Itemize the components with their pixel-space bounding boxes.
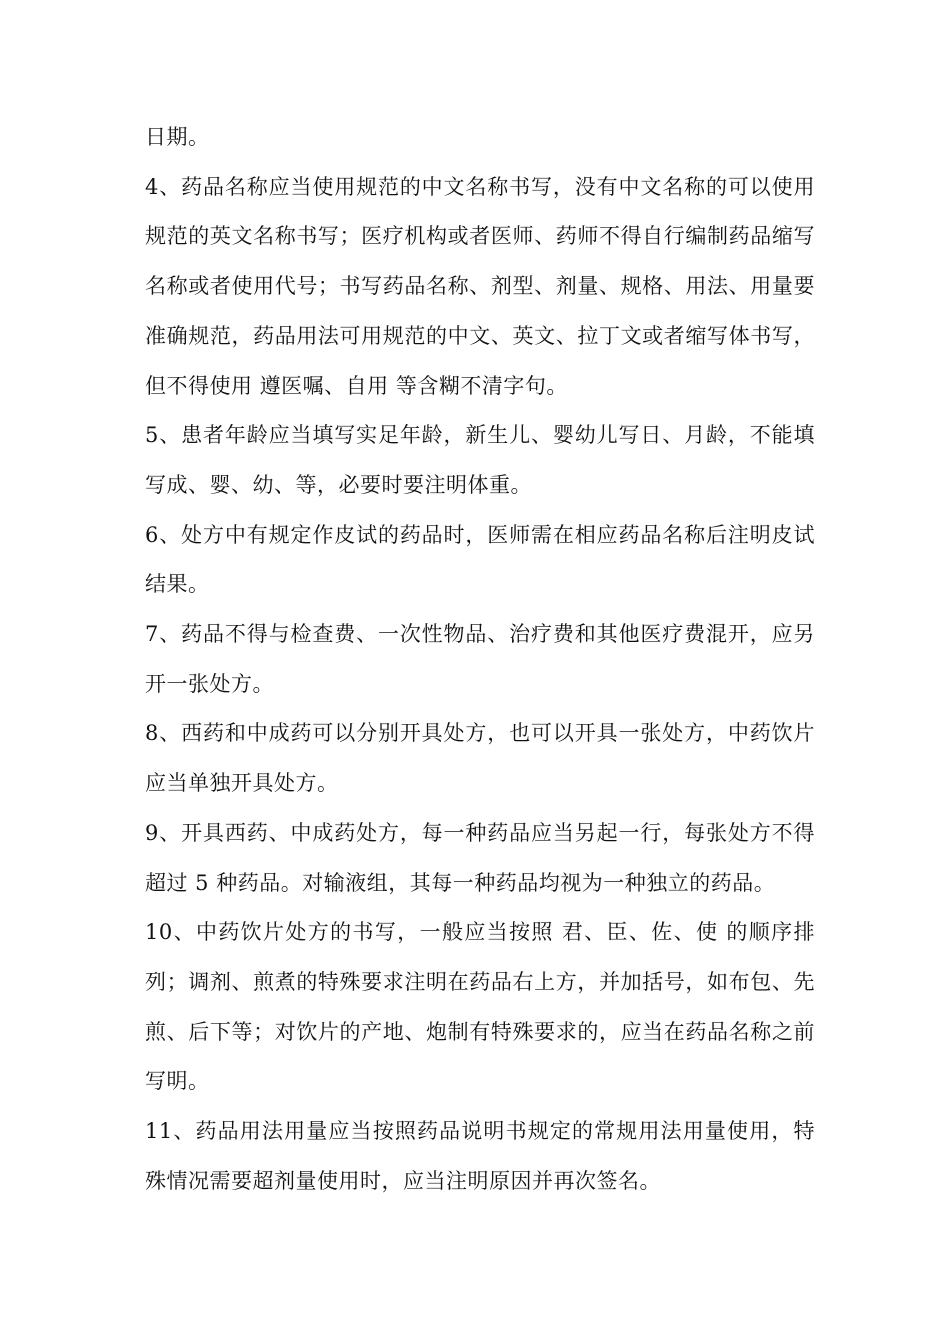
paragraph-item-5: 5、患者年龄应当填写实足年龄，新生儿、婴幼儿写日、月龄，不能填写成、婴、幼、等，必要时要注明体重。 [145, 423, 815, 497]
paragraph-item-6: 6、处方中有规定作皮试的药品时，医师需在相应药品名称后注明皮试结果。 [145, 522, 815, 597]
paragraph-item-8: 8、西药和中成药可以分别开具处方，也可以开具一张处方，中药饮片应当单独开具处方。 [145, 721, 815, 796]
paragraph-item-4: 4、药品名称应当使用规范的中文名称书写，没有中文名称的可以使用规范的英文名称书写；医疗机构或者医师、药师不得自行编制药品缩写名称或者使用代号；书写药品名称、剂型、剂量、规格、用法、用量要准确规范，药品用法可用规范的中文、英文、拉丁文或者缩写体书写，但不得使用 遵医嘱、自用 等含糊不清字句。 [145, 174, 815, 398]
document-body [145, 113, 815, 1206]
paragraph-item-11: 11、药品用法用量应当按照药品说明书规定的常规用法用量使用，特殊情况需要超剂量使用时，应当注明原因并再次签名。 [145, 1119, 815, 1193]
paragraph-item-10: 10、中药饮片处方的书写，一般应当按照 君、臣、佐、使 的顺序排列；调剂、煎煮的特殊要求注明在药品右上方，并加括号，如布包、先煎、后下等；对饮片的产地、炮制有特殊要求的，应当在药品名称之前写明。 [145, 920, 815, 1094]
paragraph-item-7: 7、药品不得与检查费、一次性物品、治疗费和其他医疗费混开，应另开一张处方。 [145, 622, 815, 696]
paragraph-date-fragment: 日期。 [145, 125, 210, 149]
paragraph-item-9: 9、开具西药、中成药处方，每一种药品应当另起一行，每张处方不得超过 5 种药品。对输液组，其每一种药品均视为一种独立的药品。 [145, 820, 815, 895]
